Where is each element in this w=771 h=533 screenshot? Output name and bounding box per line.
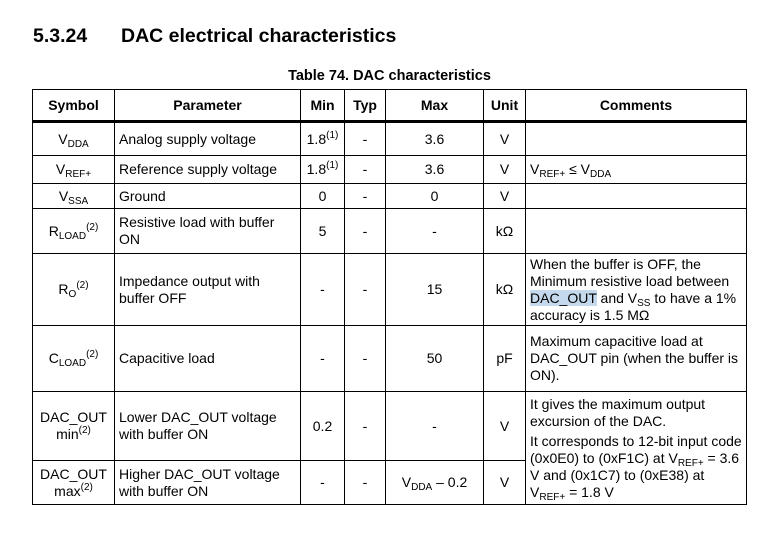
comment-paragraph (530, 433, 742, 501)
table-row (33, 392, 747, 461)
header-typ: Typ (345, 90, 386, 122)
symbol-text: R (58, 281, 69, 297)
comment-cell (526, 156, 747, 184)
dac-characteristics-table (32, 89, 747, 505)
symbol-cell (33, 184, 115, 209)
symbol-subscript: O (68, 289, 77, 300)
header-unit: Unit (484, 90, 526, 122)
comment-text: When the buffer is OFF, the Minimum resistive load between (530, 255, 730, 289)
min-cell: - (301, 461, 345, 505)
symbol-cell (33, 209, 115, 254)
footnote-ref[interactable]: (2) (80, 481, 93, 493)
comment-text: = 3.6 V and (0x1C7) to (0xE38) at V (530, 449, 740, 500)
max-cell: 15 (386, 254, 484, 326)
table-caption: Table 74. DAC characteristics (288, 68, 491, 84)
comment-text: V (580, 161, 590, 177)
comment-text: to have a 1% accuracy is 1.5 MΩ (530, 289, 737, 323)
footnote-ref[interactable]: (2) (78, 425, 91, 436)
table-header-row (33, 90, 747, 122)
footnote-ref[interactable]: (1) (326, 129, 339, 141)
typ-cell: - (345, 461, 386, 505)
comment-cell (526, 254, 747, 326)
min-value: 1.8 (306, 130, 327, 147)
symbol-cell (33, 122, 115, 156)
typ-cell: - (345, 184, 386, 209)
table-row (33, 122, 747, 156)
max-cell: 50 (386, 326, 484, 392)
symbol-text: R (48, 222, 59, 239)
comment-subscript: DDA (590, 169, 612, 180)
symbol-cell (33, 461, 115, 505)
parameter-cell: Analog supply voltage (115, 122, 301, 156)
comment-operator: ≤ (565, 161, 581, 177)
parameter-cell: Higher DAC_OUT voltage with buffer ON (115, 461, 301, 505)
comment-text: V (530, 161, 540, 177)
symbol-subscript: SSA (68, 195, 89, 207)
header-comments: Comments (526, 90, 747, 122)
max-value: – 0.2 (432, 474, 468, 490)
max-cell: 0 (386, 184, 484, 209)
header-symbol: Symbol (33, 90, 115, 122)
max-cell: - (386, 392, 484, 461)
parameter-cell: Capacitive load (115, 326, 301, 392)
symbol-subscript: LOAD (58, 230, 87, 242)
max-cell (386, 461, 484, 505)
unit-cell: V (484, 392, 526, 461)
typ-cell: - (345, 156, 386, 184)
unit-cell: pF (484, 326, 526, 392)
parameter-cell: Lower DAC_OUT voltage with buffer ON (115, 392, 301, 461)
footnote-ref[interactable]: (2) (86, 349, 99, 360)
footnote-ref[interactable]: (2) (86, 221, 99, 233)
symbol-text: V (58, 187, 69, 204)
unit-cell: kΩ (484, 254, 526, 326)
table-row (33, 156, 747, 184)
min-cell: - (301, 326, 345, 392)
unit-cell: V (484, 122, 526, 156)
comment-text: and V (596, 289, 638, 306)
comment-cell (526, 184, 747, 209)
parameter-cell: Resistive load with buffer ON (115, 209, 301, 254)
unit-cell: V (484, 184, 526, 209)
typ-cell: - (345, 254, 386, 326)
min-cell (301, 156, 345, 184)
comment-cell (526, 209, 747, 254)
parameter-cell: Reference supply voltage (115, 156, 301, 184)
symbol-subscript: DDA (67, 138, 89, 150)
header-max: Max (386, 90, 484, 122)
min-cell: - (301, 254, 345, 326)
min-value: 1.8 (306, 161, 327, 177)
symbol-text: min (56, 426, 79, 442)
symbol-cell (33, 392, 115, 461)
unit-cell: kΩ (484, 209, 526, 254)
symbol-cell (33, 254, 115, 326)
max-cell: 3.6 (386, 156, 484, 184)
section-heading (33, 25, 396, 48)
footnote-ref[interactable]: (1) (326, 160, 339, 171)
comment-text: It corresponds to 12-bit input code (0x0E0) to (0xF1C) at V (530, 432, 742, 466)
comment-cell-dac-out (526, 392, 747, 505)
symbol-text: DAC_OUT (40, 409, 107, 425)
max-subscript: DDA (411, 482, 433, 493)
symbol-cell (33, 326, 115, 392)
comment-subscript: REF+ (539, 169, 566, 180)
max-value: V (401, 474, 412, 490)
min-cell: 0 (301, 184, 345, 209)
unit-cell: V (484, 461, 526, 505)
symbol-subscript: REF+ (65, 169, 92, 180)
symbol-subscript: LOAD (58, 358, 87, 369)
highlighted-text-selection[interactable]: DAC_OUT (530, 289, 597, 306)
symbol-text: DAC_OUT (40, 465, 107, 482)
parameter-cell: Impedance output with buffer OFF (115, 254, 301, 326)
comment-subscript: REF+ (677, 457, 704, 469)
table-row (33, 254, 747, 326)
section-title: DAC electrical characteristics (121, 25, 397, 47)
typ-cell: - (345, 209, 386, 254)
parameter-cell: Ground (115, 184, 301, 209)
symbol-text: C (48, 350, 59, 366)
symbol-cell (33, 156, 115, 184)
table-row (33, 184, 747, 209)
comment-cell (526, 122, 747, 156)
unit-cell: V (484, 156, 526, 184)
footnote-ref[interactable]: (2) (76, 280, 89, 291)
max-cell: 3.6 (386, 122, 484, 156)
comment-cell: Maximum capacitive load at DAC_OUT pin (when the buffer is ON). (526, 326, 747, 392)
section-number: 5.3.24 (33, 25, 88, 47)
min-cell: 5 (301, 209, 345, 254)
max-cell: - (386, 209, 484, 254)
table-row (33, 326, 747, 392)
comment-subscript: REF+ (539, 491, 566, 503)
typ-cell: - (345, 326, 386, 392)
typ-cell: - (345, 392, 386, 461)
table-row (33, 209, 747, 254)
comment-text: = 1.8 V (565, 483, 614, 500)
min-cell (301, 122, 345, 156)
typ-cell: - (345, 122, 386, 156)
symbol-text: V (58, 130, 68, 147)
min-cell: 0.2 (301, 392, 345, 461)
header-min: Min (301, 90, 345, 122)
comment-subscript: SS (637, 297, 651, 309)
comment-paragraph: It gives the maximum output excursion of the DAC. (530, 395, 706, 429)
header-parameter: Parameter (115, 90, 301, 122)
symbol-text: max (54, 482, 81, 499)
symbol-text: V (55, 161, 66, 177)
